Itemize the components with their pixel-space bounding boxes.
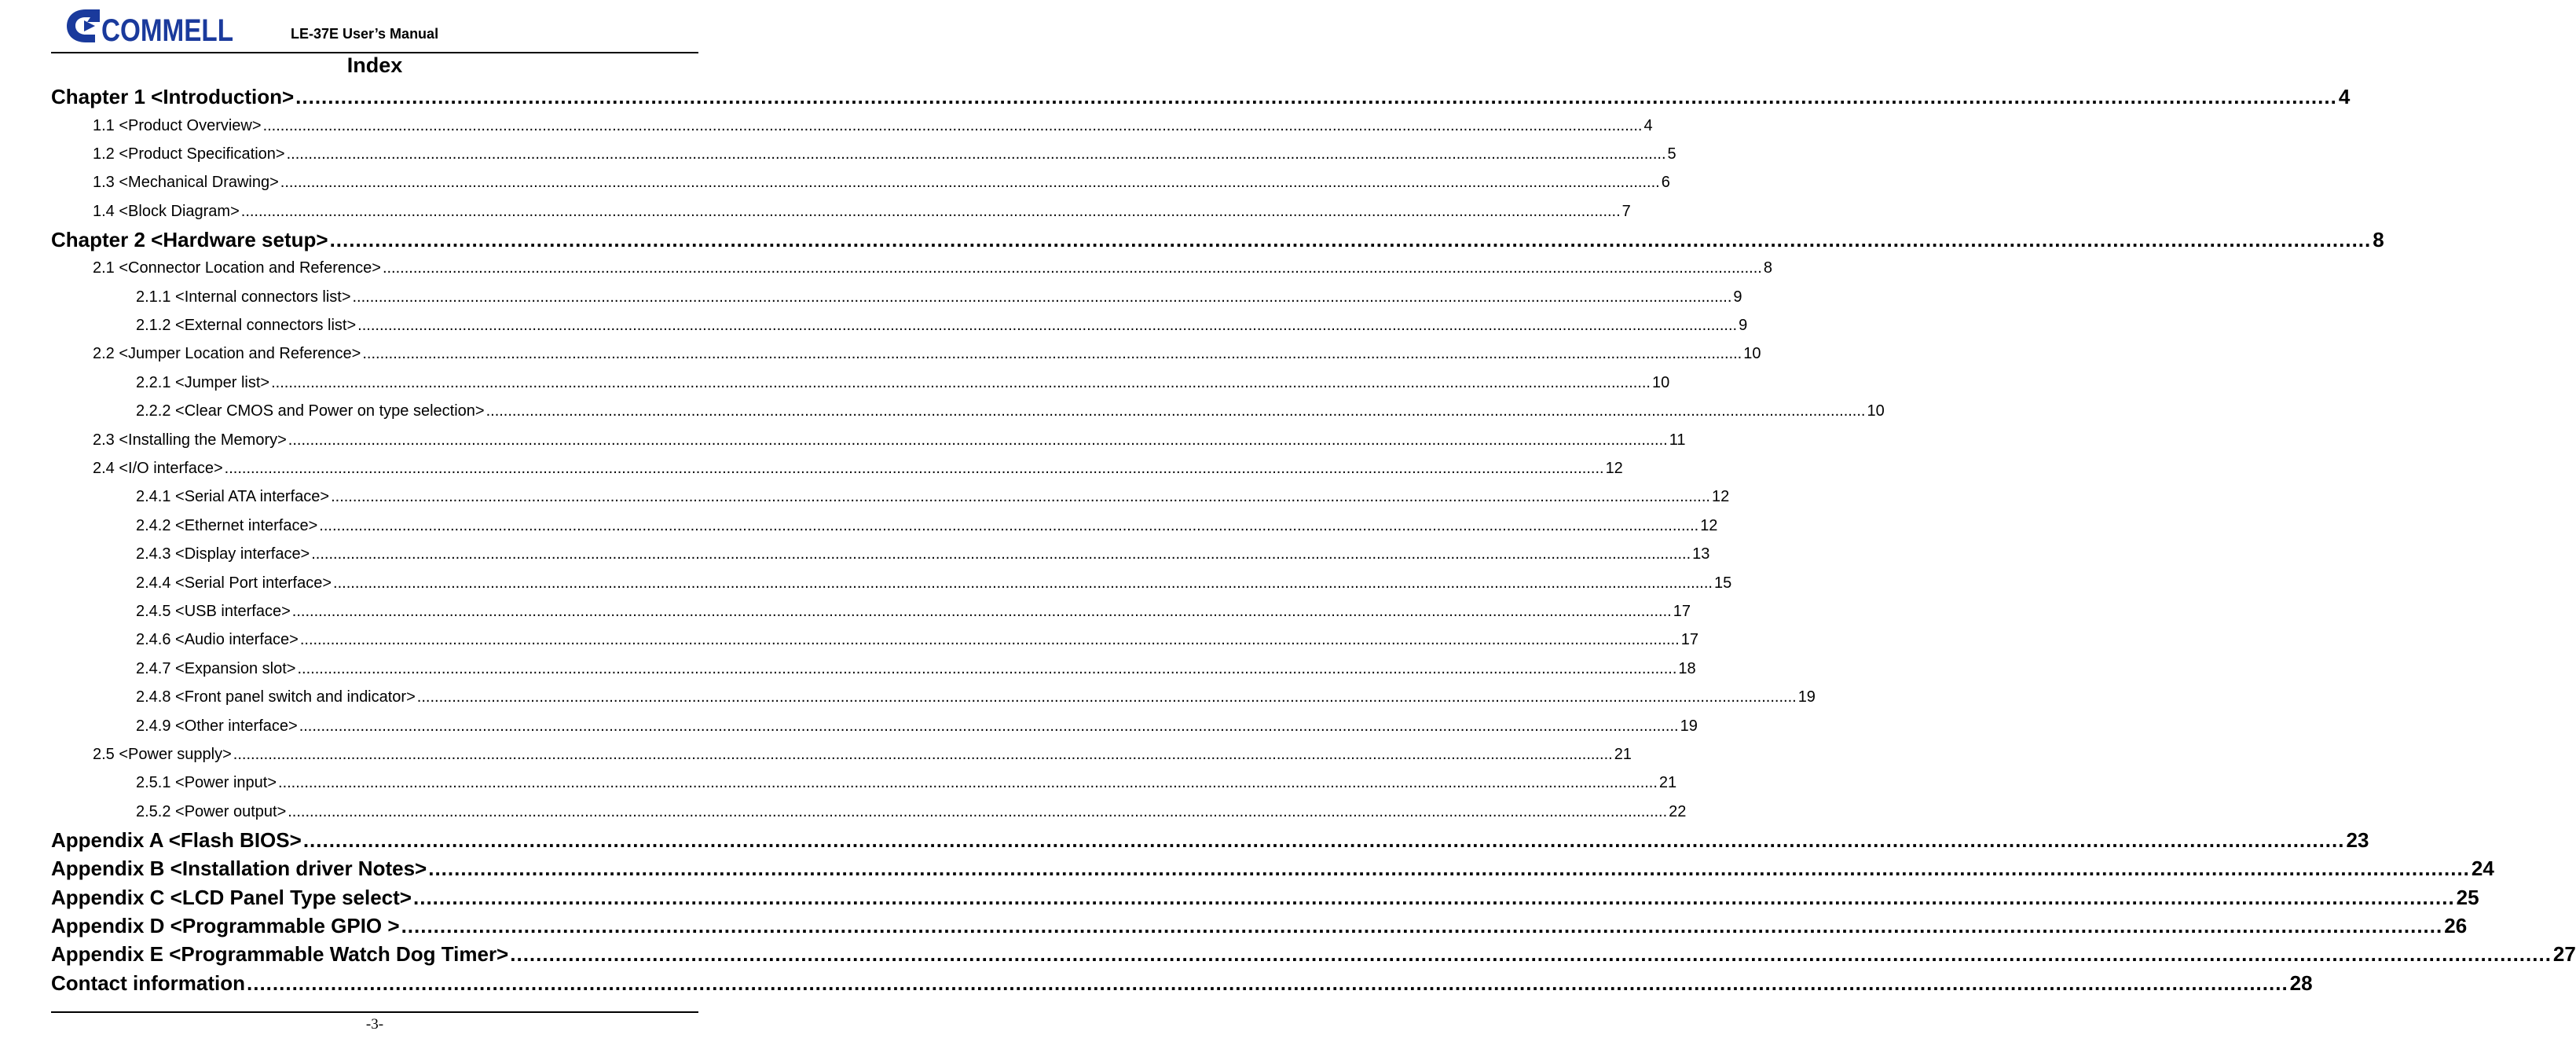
toc-section-entry[interactable]: [136, 545, 1710, 567]
toc-entry-page-number: 8: [1763, 259, 1772, 277]
toc-dot-leader: [225, 460, 1604, 478]
toc-dot-leader: [428, 857, 2470, 881]
toc-entry-page-number: 26: [2444, 914, 2468, 937]
toc-dot-leader: [401, 914, 2443, 938]
toc-entry-label: 2.2.2 <Clear CMOS and Power on type selection>: [136, 402, 485, 420]
toc-dot-leader: [330, 228, 2372, 252]
toc-dot-leader: [319, 517, 1698, 535]
toc-dot-leader: [263, 117, 1643, 135]
toc-dot-leader: [383, 259, 1762, 277]
toc-section-entry[interactable]: [136, 374, 1670, 396]
toc-dot-leader: [331, 488, 1710, 506]
toc-entry-label: 2.4.2 <Ethernet interface>: [136, 517, 318, 534]
toc-entry-page-number: 28: [2289, 971, 2313, 995]
toc-dot-leader: [241, 203, 1621, 221]
toc-entry-page-number: 12: [1605, 460, 1623, 477]
toc-entry-page-number: 27: [2552, 942, 2576, 966]
toc-section-entry[interactable]: [93, 117, 1653, 139]
commell-logo: [64, 5, 236, 47]
page-number: -3-: [365, 1016, 384, 1033]
toc-dot-leader: [311, 545, 1691, 563]
toc-dot-leader: [247, 971, 2288, 996]
toc-entry-page-number: 4: [1643, 117, 1653, 134]
toc-entry-label: 2.4.6 <Audio interface>: [136, 631, 299, 648]
toc-chapter-entry[interactable]: [51, 914, 2468, 942]
toc-entry-page-number: 7: [1621, 203, 1631, 220]
toc-entry-label: 2.4.4 <Serial Port interface>: [136, 574, 332, 592]
toc-entry-page-number: 17: [1680, 631, 1698, 648]
toc-dot-leader: [295, 85, 2337, 109]
toc-dot-leader: [288, 431, 1668, 449]
toc-section-entry[interactable]: [136, 488, 1730, 510]
toc-entry-label: 2.4.8 <Front panel switch and indicator>: [136, 688, 416, 706]
toc-entry-label: 1.2 <Product Specification>: [93, 145, 285, 163]
toc-chapter-entry[interactable]: [51, 85, 2351, 113]
toc-entry-label: 2.5.1 <Power input>: [136, 774, 277, 791]
toc-entry-label: 2.4 <I/O interface>: [93, 460, 223, 477]
svg-text:COMMELL: COMMELL: [101, 13, 233, 48]
toc-dot-leader: [300, 631, 1680, 649]
toc-section-entry[interactable]: [93, 460, 1623, 482]
toc-entry-page-number: 12: [1700, 517, 1718, 534]
toc-dot-leader: [333, 574, 1713, 593]
toc-entry-page-number: 18: [1678, 660, 1696, 677]
toc-section-entry[interactable]: [93, 746, 1632, 768]
manual-title: LE-37E User’s Manual: [291, 26, 439, 42]
toc-dot-leader: [287, 145, 1666, 163]
toc-entry-page-number: 9: [1739, 317, 1748, 334]
toc-section-entry[interactable]: [93, 431, 1686, 453]
toc-chapter-entry[interactable]: [51, 857, 2494, 885]
toc-dot-leader: [297, 660, 1676, 678]
toc-section-entry[interactable]: [136, 688, 1816, 710]
toc-dot-leader: [292, 603, 1672, 621]
toc-entry-label: 1.3 <Mechanical Drawing>: [93, 174, 279, 191]
toc-section-entry[interactable]: [136, 631, 1698, 653]
toc-entry-label: 2.4.7 <Expansion slot>: [136, 660, 296, 677]
toc-entry-label: 2.5 <Power supply>: [93, 746, 232, 763]
toc-entry-label: Contact information: [51, 971, 245, 995]
toc-entry-page-number: 24: [2471, 857, 2494, 880]
toc-chapter-entry[interactable]: [51, 942, 2576, 970]
toc-entry-page-number: 15: [1713, 574, 1732, 592]
toc-section-entry[interactable]: [136, 517, 1718, 539]
toc-section-entry[interactable]: [136, 660, 1696, 682]
toc-dot-leader: [271, 374, 1651, 392]
toc-entry-label: 2.4.3 <Display interface>: [136, 545, 310, 563]
toc-entry-page-number: 9: [1733, 288, 1742, 306]
toc-entry-page-number: 11: [1669, 431, 1686, 449]
toc-entry-page-number: 17: [1673, 603, 1691, 620]
toc-section-entry[interactable]: [136, 402, 1885, 424]
toc-dot-leader: [233, 746, 1613, 764]
toc-chapter-entry[interactable]: [51, 828, 2369, 857]
toc-entry-page-number: 10: [1867, 402, 1885, 420]
toc-chapter-entry[interactable]: [51, 228, 2384, 256]
toc-entry-label: 2.3 <Installing the Memory>: [93, 431, 287, 449]
toc-entry-label: 2.2 <Jumper Location and Reference>: [93, 345, 361, 362]
toc-entry-page-number: 10: [1743, 345, 1761, 362]
toc-entry-label: 2.1.2 <External connectors list>: [136, 317, 357, 334]
toc-section-entry[interactable]: [93, 145, 1676, 167]
toc-dot-leader: [362, 345, 1742, 363]
toc-entry-label: 2.5.2 <Power output>: [136, 803, 287, 820]
toc-dot-leader: [357, 317, 1737, 335]
toc-entry-label: 2.1.1 <Internal connectors list>: [136, 288, 351, 306]
toc-dot-leader: [288, 803, 1667, 821]
page-header: [51, 0, 698, 53]
toc-entry-label: Appendix C <LCD Panel Type select>: [51, 886, 412, 909]
toc-entry-page-number: 19: [1680, 717, 1698, 735]
toc-entry-label: 2.2.1 <Jumper list>: [136, 374, 270, 391]
toc-section-entry[interactable]: [93, 345, 1761, 367]
toc-section-entry[interactable]: [93, 259, 1772, 281]
toc-section-entry[interactable]: [136, 717, 1698, 739]
toc-dot-leader: [510, 942, 2552, 967]
toc-entry-page-number: 23: [2346, 828, 2369, 852]
toc-entry-page-number: 21: [1658, 774, 1677, 791]
toc-entry-label: Appendix B <Installation driver Notes>: [51, 857, 427, 880]
toc-section-entry[interactable]: [136, 317, 1748, 339]
toc-section-entry[interactable]: [136, 774, 1677, 796]
toc-entry-page-number: 12: [1711, 488, 1730, 505]
toc-entry-page-number: 22: [1669, 803, 1687, 820]
toc-section-entry[interactable]: [136, 603, 1691, 625]
toc-entry-label: 2.1 <Connector Location and Reference>: [93, 259, 381, 277]
toc-section-entry[interactable]: [136, 288, 1742, 310]
toc-entry-page-number: 25: [2456, 886, 2479, 909]
toc-dot-leader: [353, 288, 1732, 306]
toc-entry-label: 2.4.1 <Serial ATA interface>: [136, 488, 330, 505]
index-heading: Index: [346, 53, 403, 77]
toc-entry-page-number: 5: [1667, 145, 1676, 163]
toc-entry-page-number: 8: [2373, 228, 2384, 251]
toc-entry-page-number: 19: [1797, 688, 1816, 706]
toc-entry-page-number: 4: [2338, 85, 2351, 108]
toc-dot-leader: [280, 174, 1660, 192]
footer-rule: [51, 1011, 698, 1013]
toc-entry-label: 2.4.5 <USB interface>: [136, 603, 291, 620]
toc-dot-leader: [299, 717, 1679, 736]
toc-entry-label: 1.1 <Product Overview>: [93, 117, 262, 134]
toc-entry-label: 2.4.9 <Other interface>: [136, 717, 298, 735]
toc-chapter-entry[interactable]: [51, 971, 2313, 1000]
toc-entry-label: Appendix E <Programmable Watch Dog Timer>: [51, 942, 509, 966]
toc-dot-leader: [278, 774, 1658, 792]
toc-entry-label: Chapter 2 <Hardware setup>: [51, 228, 328, 251]
toc-entry-label: Appendix D <Programmable GPIO >: [51, 914, 400, 937]
toc-section-entry[interactable]: [93, 203, 1631, 225]
toc-entry-page-number: 13: [1692, 545, 1710, 563]
toc-section-entry[interactable]: [136, 803, 1687, 825]
toc-dot-leader: [303, 828, 2345, 853]
toc-entry-page-number: 21: [1614, 746, 1632, 763]
toc-dot-leader: [417, 688, 1797, 706]
toc-section-entry[interactable]: [136, 574, 1732, 596]
toc-entry-label: Appendix A <Flash BIOS>: [51, 828, 302, 852]
toc-entry-label: 1.4 <Block Diagram>: [93, 203, 240, 220]
toc-entry-page-number: 6: [1661, 174, 1670, 191]
toc-dot-leader: [413, 886, 2455, 910]
toc-section-entry[interactable]: [93, 174, 1670, 196]
toc-dot-leader: [486, 402, 1866, 420]
toc-entry-label: Chapter 1 <Introduction>: [51, 85, 295, 108]
toc-entry-page-number: 10: [1652, 374, 1670, 391]
toc-chapter-entry[interactable]: [51, 886, 2479, 914]
